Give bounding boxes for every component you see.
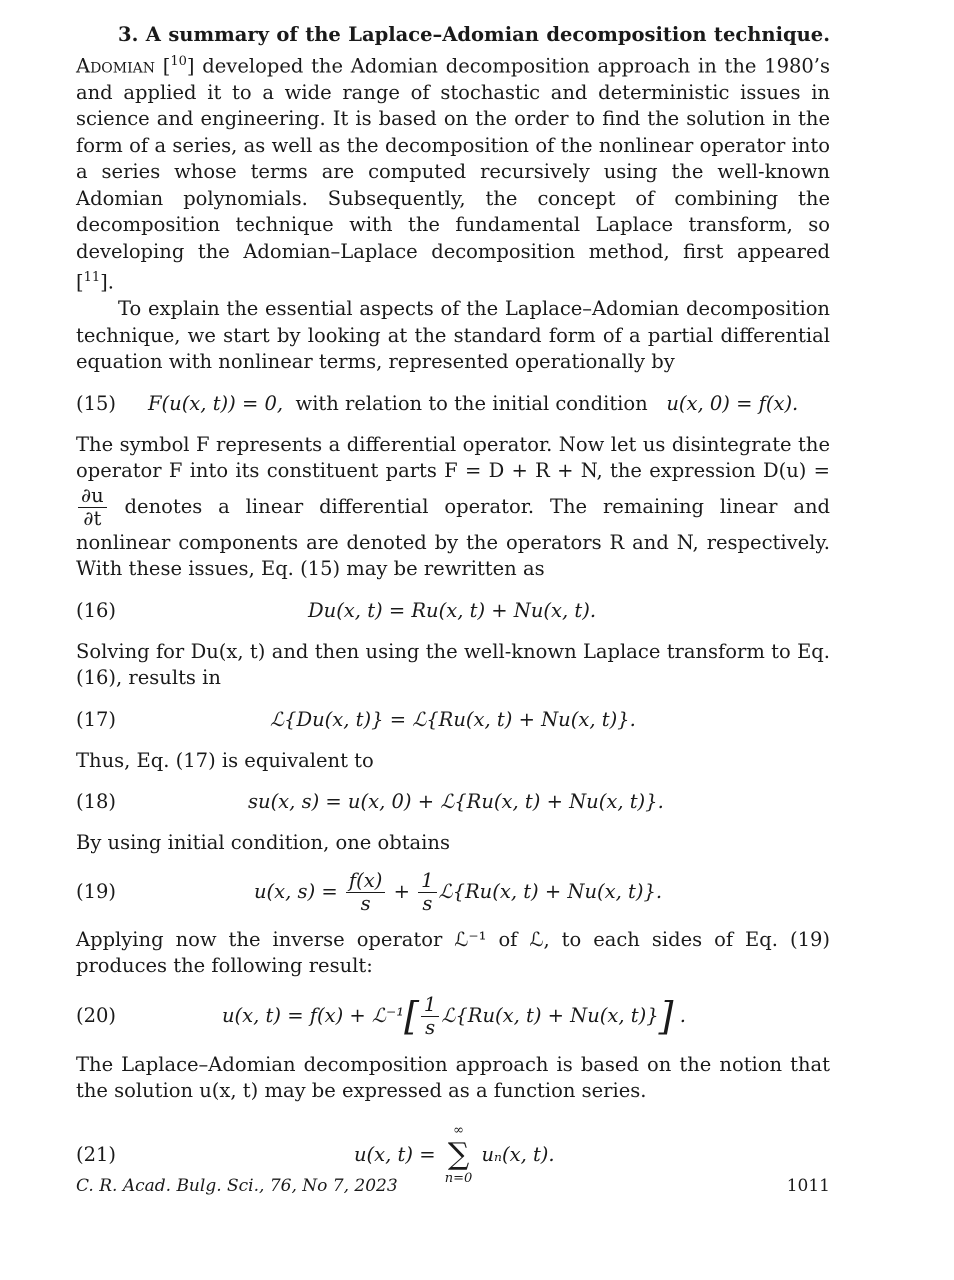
equation-end: .	[679, 1003, 686, 1027]
close-bracket: ]	[658, 994, 674, 1038]
paper-page	[76, 22, 830, 1199]
equation-15	[76, 384, 830, 424]
section-heading: 3. A summary of the Laplace–Adomian decomposition technique.	[118, 23, 830, 46]
fraction-denominator: s	[425, 1015, 436, 1039]
equation-lhs: u(x, t) = f(x) + ℒ⁻¹	[222, 1003, 405, 1027]
page-number: 1011	[786, 1176, 830, 1196]
summation-lower-limit: n=0	[444, 1171, 473, 1186]
plus-sign: +	[393, 879, 410, 903]
equation-tail: ℒ{Ru(x, t) + Nu(x, t)}.	[438, 879, 663, 903]
equation-rhs: u(x, 0) = f(x).	[666, 391, 799, 415]
author-name: Adomian	[76, 54, 156, 77]
fraction-denominator: s	[422, 891, 433, 915]
ref-11: 11	[83, 270, 101, 285]
open-bracket: [	[404, 994, 419, 1038]
equation-body: ℒ{Du(x, t)} = ℒ{Ru(x, t) + Nu(x, t)}.	[270, 707, 636, 731]
fraction-denominator: ∂t	[83, 506, 102, 530]
equation-19	[76, 865, 830, 919]
equation-rhs: uₙ(x, t).	[481, 1142, 555, 1166]
fraction-numerator: ∂u	[78, 485, 107, 508]
fraction-denominator: s	[360, 891, 371, 915]
equation-lhs: F(u(x, t)) = 0,	[148, 391, 284, 415]
equation-body: su(x, s) = u(x, 0) + ℒ{Ru(x, t) + Nu(x, t)}.	[248, 790, 664, 813]
summation-upper-limit: ∞	[453, 1123, 464, 1138]
equation-20	[76, 988, 830, 1044]
equation-number: (21)	[76, 1142, 117, 1166]
equation-16	[76, 591, 830, 631]
equation-text: with relation to the initial condition	[295, 391, 648, 415]
equation-number: (19)	[76, 879, 117, 903]
equation-number: (17)	[76, 707, 117, 731]
paragraph-solving: Solving for Du(x, t) and then using the well-known Laplace transform to Eq. (16), results in	[76, 639, 830, 689]
paragraph-initial-condition: By using initial condition, one obtains	[76, 831, 450, 854]
paragraph-operator	[76, 432, 830, 583]
paragraph-operator-b: denotes a linear differential operator. The remaining linear and nonlinear components are denoted by the operators R and N, respectively. With these issues, Eq. (15) may be rewritten as	[76, 494, 830, 580]
equation-body: Du(x, t) = Ru(x, t) + Nu(x, t).	[308, 598, 597, 622]
ref-10: 10	[170, 53, 187, 69]
equation-lhs: u(x, s) =	[254, 879, 338, 903]
paragraph-series: The Laplace–Adomian decomposition approach is based on the notion that the solution u(x, t) may be expressed as a function series.	[76, 1052, 830, 1102]
equation-number: (20)	[76, 1003, 117, 1027]
equation-number: (16)	[76, 598, 117, 622]
equation-number: (15)	[76, 391, 117, 415]
paragraph-explain: To explain the essential aspects of the Laplace–Adomian decomposition technique, we start by looking at the standard form of a partial differential equation with nonlinear terms, represented operationally by	[76, 297, 830, 373]
equation-17	[76, 700, 830, 740]
paragraph-operator-a: The symbol F represents a differential operator. Now let us disintegrate the operator F into its constituent parts F = D + R + N, the expression D(u) =	[76, 432, 830, 482]
fraction-one-over-s	[421, 994, 439, 1039]
equation-lhs: u(x, t) =	[354, 1142, 436, 1166]
paragraph-inverse: Applying now the inverse operator ℒ⁻¹ of ℒ, to each sides of Eq. (19) produces the following result:	[76, 927, 830, 977]
equation-18	[76, 782, 830, 822]
fraction-numerator: f(x)	[346, 870, 385, 893]
equation-inner: ℒ{Ru(x, t) + Nu(x, t)}	[441, 1003, 659, 1027]
page-footer	[76, 1176, 830, 1196]
equation-number: (18)	[76, 790, 117, 813]
paragraph-intro: 3. A summary of the Laplace–Adomian decomposition technique. Adomian [$^{10}$] developed the Adomian decomposition approach in the 1980’s and applied it to a wide range of stochastic and deterministic issues in science and engineering. It is based on the order to find the solution in the form of a series, as well as the decomposition of the nonlinear operator into a series whose terms are computed recursively using the well-known Adomian polynomials. Subsequently, the concept of combining the decomposition technique with the fundamental Laplace transform, so developing the Adomian–Laplace decomposition method, first appeared [$^{11}$].	[76, 23, 831, 294]
summation-sign: ∑	[447, 1137, 470, 1172]
paragraph-thus: Thus, Eq. (17) is equivalent to	[76, 748, 374, 772]
partial-fraction	[78, 485, 107, 530]
fraction-numerator: 1	[418, 870, 436, 893]
journal-citation: C. R. Acad. Bulg. Sci., 76, No 7, 2023	[76, 1176, 398, 1196]
fraction-fx-over-s	[346, 870, 385, 915]
fraction-numerator: 1	[421, 994, 439, 1017]
paragraph-intro-text: developed the Adomian decomposition approach in the 1980’s and applied it to a wide range of stochastic and deterministic issues in science and engineering. It is based on the order to find the solution in the form of a series, as well as the decomposition of the nonlinear operator into a series whose terms are computed recursively using the well-known Adomian polynomials. Subsequently, the concept of combining the decomposition technique with the fundamental Laplace transform, so developing the Adomian–Laplace decomposition method, first appeared	[76, 54, 831, 263]
fraction-one-over-s	[418, 870, 436, 915]
